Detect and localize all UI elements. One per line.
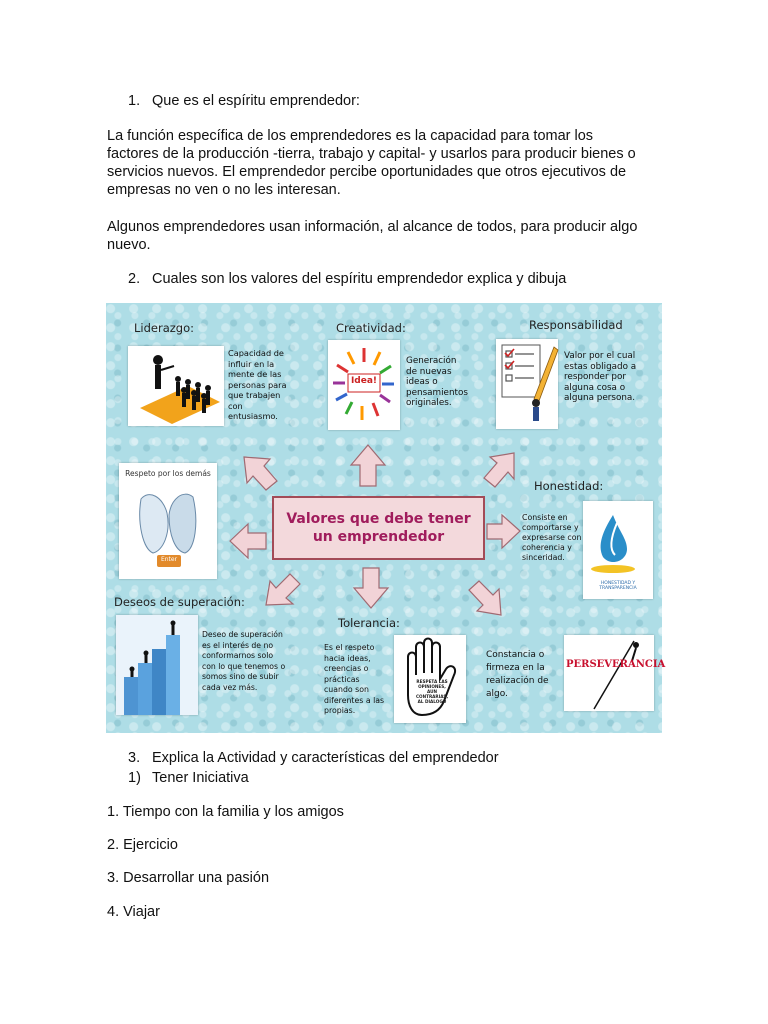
superacion-text: Deseo de superación es el interés de no conformarnos solo con lo que tenemos o somos sino de subir cada vez más. bbox=[202, 630, 286, 692]
perseverancia-picture bbox=[564, 635, 666, 711]
arrow-upright-icon bbox=[484, 453, 514, 487]
tolerancia-title: Tolerancia: bbox=[338, 616, 400, 630]
question-3 bbox=[128, 750, 499, 766]
sub-item-1 bbox=[128, 770, 249, 786]
paragraph-2 bbox=[107, 218, 661, 254]
list-item: 2. Ejercicio bbox=[107, 837, 178, 853]
question-number: 3. bbox=[128, 750, 141, 766]
question-text: Cuales son los valores del espíritu emprendedor explica y dibuja bbox=[152, 271, 567, 287]
tolerancia-text: Es el respeto hacia ideas, creencias o prácticas cuando son diferentes a las propias. bbox=[324, 643, 385, 715]
liderazgo-text: Capacidad de influir en la mente de las personas para que trabajen con entusiasmo. bbox=[228, 348, 287, 421]
paragraph-line: nuevo. bbox=[107, 237, 151, 253]
responsabilidad-text: Valor por el cual estas obligado a responder por alguna cosa o alguna persona. bbox=[564, 351, 637, 403]
creatividad-title: Creatividad: bbox=[336, 321, 406, 335]
arrow-up-icon bbox=[351, 445, 385, 486]
respeto-pic-title: Respeto por los demás bbox=[125, 469, 211, 478]
paragraph-line: La función específica de los emprendedores es la capacidad para tomar los bbox=[107, 128, 594, 144]
center-title-line: un emprendedor bbox=[312, 529, 445, 545]
arrow-upleft-icon bbox=[244, 457, 277, 490]
list-item: 1. Tiempo con la familia y los amigos bbox=[107, 804, 344, 820]
paragraph-line: Algunos emprendedores usan información, al alcance de todos, para producir algo bbox=[107, 219, 638, 235]
creatividad-text: Generación de nuevas ideas o pensamientos originales. bbox=[406, 356, 468, 408]
center-title-line: Valores que debe tener bbox=[286, 511, 471, 527]
arrow-left-icon bbox=[230, 524, 266, 558]
honestidad-title: Honestidad: bbox=[534, 479, 604, 493]
question-text: Explica la Actividad y características del emprendedor bbox=[152, 750, 499, 766]
list-item: 3. Desarrollar una pasión bbox=[107, 870, 270, 886]
center-title-box bbox=[272, 496, 485, 560]
arrow-downleft-icon bbox=[266, 574, 300, 605]
superacion-title: Deseos de superación: bbox=[114, 595, 245, 609]
liderazgo-picture bbox=[128, 346, 224, 426]
responsabilidad-title: Responsabilidad bbox=[529, 318, 623, 332]
sub-item-text: Tener Iniciativa bbox=[152, 770, 249, 786]
creatividad-picture bbox=[328, 340, 400, 430]
perseverancia-pic-label: PERSEVERANCIA bbox=[566, 659, 666, 670]
honestidad-picture bbox=[583, 501, 653, 599]
arrow-downright-icon bbox=[469, 581, 501, 615]
perseverancia-text: Constancia o firmeza en la realización de algo. bbox=[486, 650, 549, 699]
pole-vaulter-icon bbox=[564, 635, 666, 711]
responsabilidad-picture bbox=[496, 339, 558, 429]
list-item: 4. Viajar bbox=[107, 904, 160, 920]
liderazgo-title: Liderazgo: bbox=[134, 321, 194, 335]
arrow-down-icon bbox=[354, 568, 388, 608]
respeto-picture bbox=[119, 463, 217, 579]
question-text: Que es el espíritu emprendedor: bbox=[152, 93, 360, 109]
superacion-picture bbox=[116, 615, 198, 715]
stairs-climber-icon bbox=[116, 615, 198, 715]
honestidad-pic-caption: HONESTIDAD Y TRANSPARENCIA bbox=[599, 581, 637, 591]
paragraph-line: servicios nuevos. El emprendedor percibe oportunidades que otros ejecutivos de bbox=[107, 164, 627, 180]
sub-item-number: 1) bbox=[128, 770, 141, 786]
leader-figures-icon bbox=[128, 346, 224, 426]
paragraph-line: empresas no ven o no les interesan. bbox=[107, 182, 341, 198]
tolerancia-pic-label: RESPETA LAS OPINIONES, AUN CONTRARIAS, AL DIALOGO bbox=[415, 679, 449, 704]
question-number: 1. bbox=[128, 93, 141, 109]
tolerancia-picture bbox=[394, 635, 466, 723]
values-infographic bbox=[106, 303, 666, 733]
checklist-pencil-icon bbox=[496, 339, 558, 429]
idea-label: Idea! bbox=[350, 376, 378, 386]
enter-button: Enter bbox=[160, 556, 178, 563]
honestidad-text: Consiste en comportarse y expresarse con coherencia y sinceridad. bbox=[522, 513, 582, 562]
paragraph-1 bbox=[107, 127, 661, 199]
arrow-right-icon bbox=[487, 515, 520, 548]
paragraph-line: factores de la producción -tierra, trabajo y capital- y usarlos para producir bienes o bbox=[107, 146, 636, 162]
question-number: 2. bbox=[128, 271, 141, 287]
question-1 bbox=[128, 93, 360, 109]
question-2 bbox=[128, 271, 566, 287]
